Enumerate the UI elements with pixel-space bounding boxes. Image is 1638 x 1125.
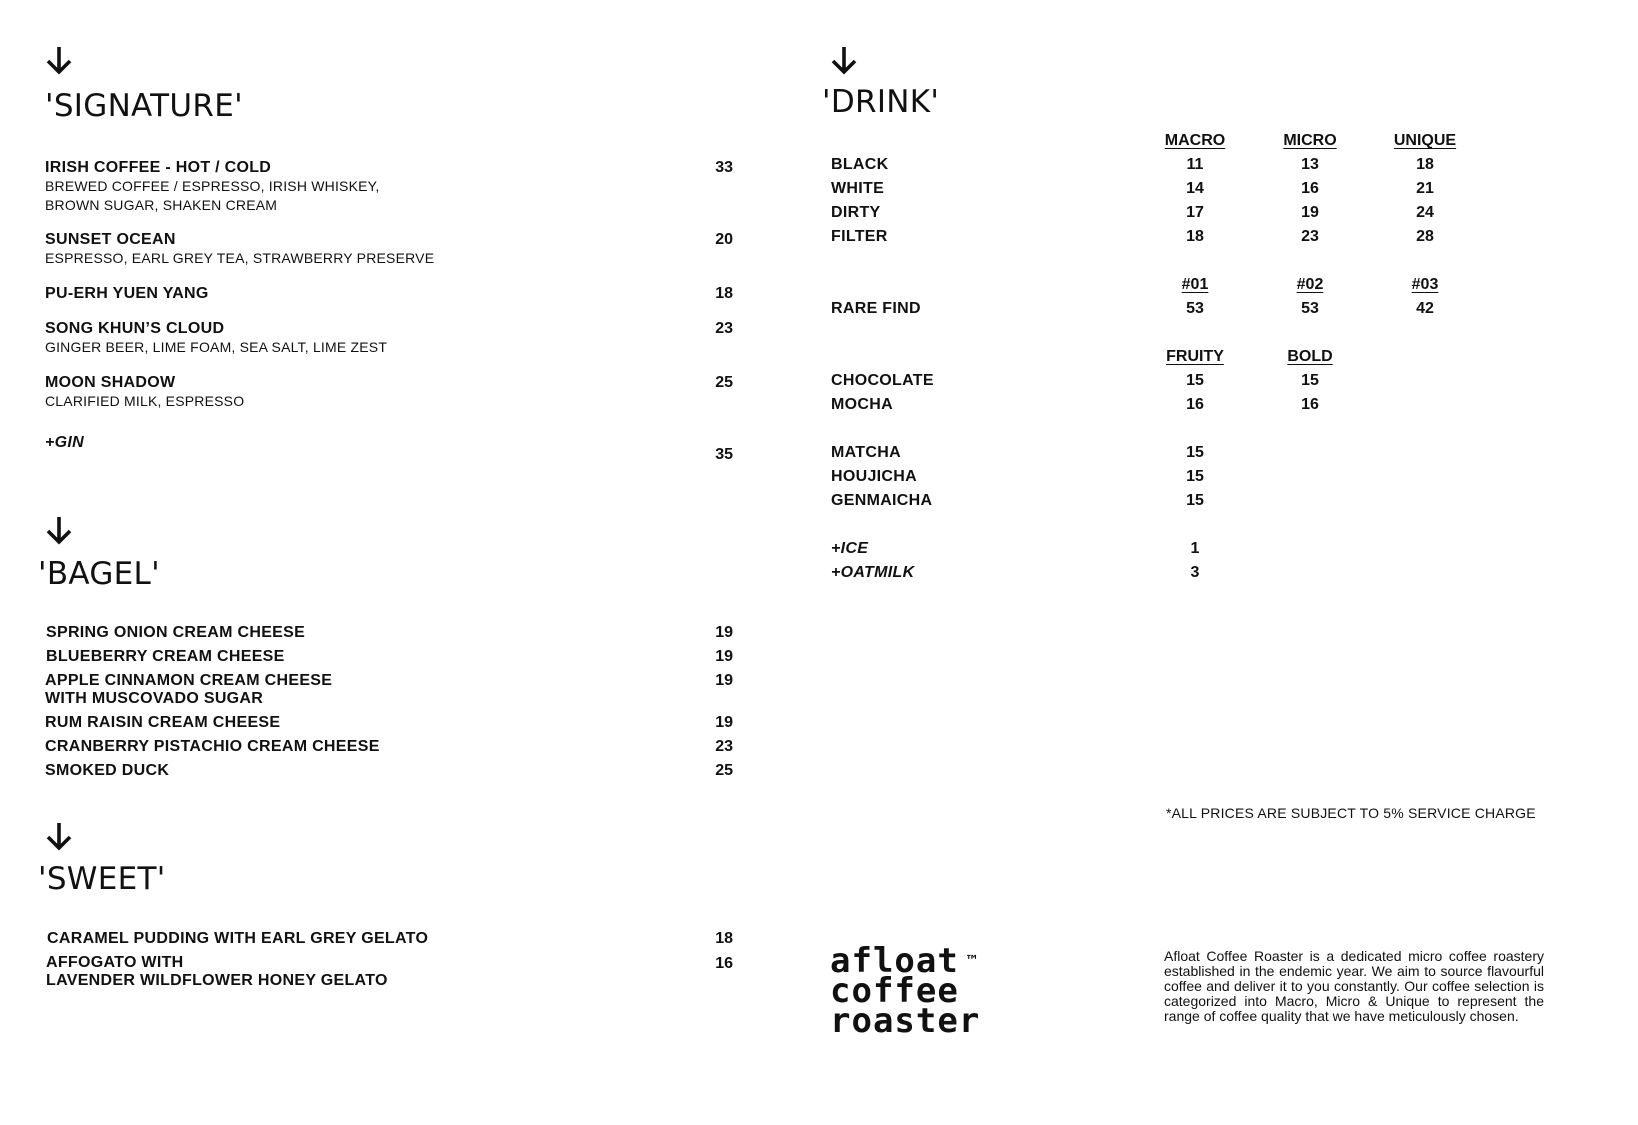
item-name: AFFOGATO WITH: [46, 954, 184, 971]
row-label: FILTER: [831, 228, 888, 245]
row-label: HOUJICHA: [831, 468, 917, 485]
item-name: BLUEBERRY CREAM CHEESE: [46, 648, 285, 665]
row-label: RARE FIND: [831, 300, 921, 317]
price-cell: 14: [1186, 180, 1204, 197]
addon-label: +ICE: [831, 540, 869, 557]
item-price: 19: [715, 672, 733, 689]
addon-price: 35: [715, 446, 733, 463]
item-price: 20: [715, 231, 733, 248]
item-name: PU-ERH YUEN YANG: [45, 285, 209, 302]
item-name: APPLE CINNAMON CREAM CHEESE: [45, 672, 333, 689]
column-header-bold: BOLD: [1287, 348, 1333, 365]
row-label: DIRTY: [831, 204, 881, 221]
price-cell: 3: [1190, 564, 1200, 581]
price-cell: 19: [1301, 204, 1319, 221]
item-name: MOON SHADOW: [45, 374, 176, 391]
arrow-down-icon: [44, 514, 74, 546]
column-header-unique: UNIQUE: [1393, 132, 1457, 149]
item-name: SONG KHUN’S CLOUD: [45, 320, 225, 337]
price-cell: 18: [1186, 228, 1204, 245]
row-label: CHOCOLATE: [831, 372, 934, 389]
item-price: 23: [715, 738, 733, 755]
item-desc: ESPRESSO, EARL GREY TEA, STRAWBERRY PRESERVE: [45, 250, 435, 266]
section-title-bagel: 'BAGEL': [38, 556, 160, 592]
price-cell: 17: [1186, 204, 1204, 221]
service-charge-note: *ALL PRICES ARE SUBJECT TO 5% SERVICE CHARGE: [1166, 805, 1536, 821]
menu-item: [45, 230, 434, 268]
item-name: SMOKED DUCK: [45, 762, 170, 779]
price-cell: 28: [1416, 228, 1434, 245]
item-price: 19: [715, 714, 733, 731]
item-price: 19: [715, 624, 733, 641]
price-cell: 15: [1301, 372, 1319, 389]
price-cell: 15: [1186, 372, 1204, 389]
section-title-drink: 'DRINK': [822, 84, 940, 120]
about-text: Afloat Coffee Roaster is a dedicated micro coffee roastery established in the endemic year. We aim to source flavourful coffee and deliver it to you constantly. Our coffee selection is categorized into Macro, Micro & Unique to represent the range of coffee quality that we have meticulously chosen.: [1164, 948, 1544, 1024]
row-label: GENMAICHA: [831, 492, 933, 509]
row-label: MATCHA: [831, 444, 901, 461]
price-cell: 11: [1186, 156, 1204, 173]
price-cell: 1: [1190, 540, 1200, 557]
row-label: MOCHA: [831, 396, 893, 413]
item-name: RUM RAISIN CREAM CHEESE: [45, 714, 281, 731]
menu-item: [45, 373, 244, 411]
addon-label: +OATMILK: [831, 564, 915, 581]
column-header-macro: MACRO: [1164, 132, 1226, 149]
price-cell: 53: [1301, 300, 1319, 317]
section-title-signature: 'SIGNATURE': [45, 88, 243, 124]
price-cell: 16: [1186, 396, 1204, 413]
item-price: 18: [715, 930, 733, 947]
item-name: CRANBERRY PISTACHIO CREAM CHEESE: [45, 738, 380, 755]
arrow-down-icon: [44, 820, 74, 852]
column-header-02: #02: [1296, 276, 1324, 293]
column-header-fruity: FRUITY: [1166, 348, 1224, 365]
column-header-micro: MICRO: [1283, 132, 1337, 149]
logo-line-2: coffee: [830, 971, 959, 1011]
item-price: 23: [715, 320, 733, 337]
addon-name: +GIN: [45, 434, 84, 451]
logo-line-1: afloat: [830, 941, 959, 981]
price-cell: 15: [1186, 492, 1204, 509]
column-header-01: #01: [1181, 276, 1209, 293]
price-cell: 24: [1416, 204, 1434, 221]
item-price: 25: [715, 374, 733, 391]
arrow-down-icon: [44, 44, 74, 76]
price-cell: 21: [1416, 180, 1434, 197]
item-price: 18: [715, 285, 733, 302]
item-price: 33: [715, 159, 733, 176]
price-cell: 15: [1186, 468, 1204, 485]
price-cell: 13: [1301, 156, 1319, 173]
price-cell: 16: [1301, 396, 1319, 413]
price-cell: 15: [1186, 444, 1204, 461]
item-name: SUNSET OCEAN: [45, 231, 176, 248]
menu-item: [45, 319, 387, 357]
price-cell: 23: [1301, 228, 1319, 245]
item-name: SPRING ONION CREAM CHEESE: [46, 624, 306, 641]
brand-logo: [830, 941, 981, 1041]
price-cell: 53: [1186, 300, 1204, 317]
item-price: 16: [715, 955, 733, 972]
arrow-down-icon: [829, 44, 859, 76]
item-name-line2: WITH MUSCOVADO SUGAR: [45, 690, 264, 707]
column-header-03: #03: [1411, 276, 1439, 293]
price-cell: 18: [1416, 156, 1434, 173]
price-cell: 42: [1416, 300, 1434, 317]
item-name: CARAMEL PUDDING WITH EARL GREY GELATO: [47, 930, 429, 947]
row-label: BLACK: [831, 156, 889, 173]
item-name-line2: LAVENDER WILDFLOWER HONEY GELATO: [46, 972, 388, 989]
item-desc: BREWED COFFEE / ESPRESSO, IRISH WHISKEY,: [45, 178, 380, 194]
logo-line-3: roaster: [830, 1001, 981, 1041]
menu-item: [46, 954, 388, 990]
price-cell: 16: [1301, 180, 1319, 197]
menu-item: [45, 672, 332, 708]
row-label: WHITE: [831, 180, 885, 197]
item-desc: BROWN SUGAR, SHAKEN CREAM: [45, 197, 278, 213]
menu-item: [45, 284, 209, 303]
item-price: 25: [715, 762, 733, 779]
item-price: 19: [715, 648, 733, 665]
item-desc: GINGER BEER, LIME FOAM, SEA SALT, LIME ZEST: [45, 339, 388, 355]
item-desc: CLARIFIED MILK, ESPRESSO: [45, 393, 245, 409]
section-title-sweet: 'SWEET': [38, 861, 166, 897]
menu-item: [45, 158, 379, 215]
item-name: IRISH COFFEE - HOT / COLD: [45, 159, 272, 176]
trademark-symbol: ™: [964, 953, 980, 969]
